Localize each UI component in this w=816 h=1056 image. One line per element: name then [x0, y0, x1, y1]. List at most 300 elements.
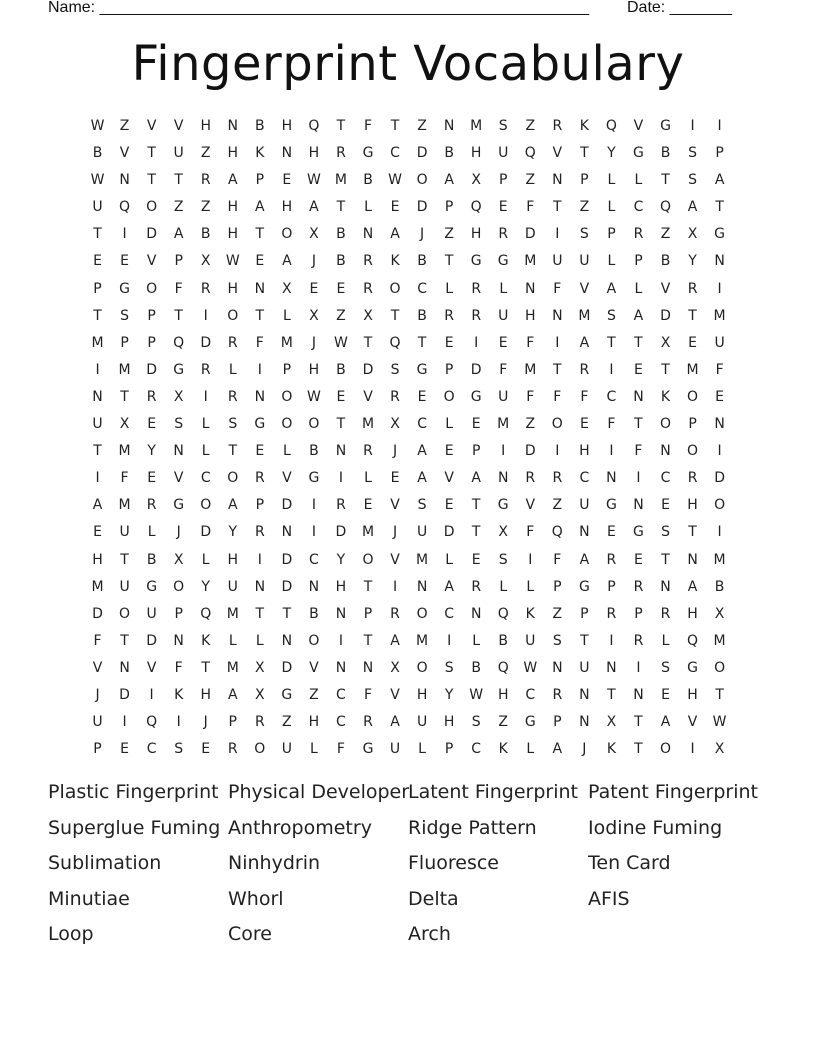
word-list-item: Iodine Fuming: [588, 816, 723, 839]
grid-letter: P: [174, 605, 183, 622]
grid-letter: C: [417, 280, 427, 297]
grid-letter: O: [416, 659, 428, 676]
grid-letter: F: [363, 118, 373, 134]
grid-letter: M: [118, 443, 131, 460]
grid-letter: J: [203, 714, 208, 731]
word-list-item: Fluoresce: [408, 852, 499, 875]
grid-letter: U: [416, 714, 428, 731]
grid-letter: Z: [200, 145, 211, 162]
grid-letter: T: [634, 334, 643, 351]
grid-letter: H: [497, 686, 509, 703]
grid-letter: S: [174, 741, 184, 758]
grid-letter: B: [417, 307, 427, 324]
grid-letter: N: [497, 470, 509, 487]
grid-letter: R: [444, 307, 454, 324]
grid-letter: V: [579, 280, 590, 297]
grid-letter: E: [336, 280, 346, 297]
word-list-item: Ridge Pattern: [408, 816, 537, 839]
grid-letter: W: [469, 686, 484, 703]
grid-letter: E: [255, 253, 265, 270]
grid-letter: D: [281, 659, 293, 676]
grid-letter: A: [444, 578, 454, 595]
grid-letter: O: [362, 551, 374, 568]
grid-letter: O: [659, 741, 672, 758]
grid-letter: T: [471, 497, 481, 514]
grid-letter: B: [660, 145, 671, 162]
grid-letter: I: [203, 388, 208, 405]
grid-letter: N: [470, 605, 482, 622]
grid-letter: X: [119, 416, 130, 433]
grid-letter: E: [93, 253, 102, 270]
grid-letter: U: [714, 334, 725, 351]
grid-letter: L: [607, 199, 616, 216]
grid-letter: O: [389, 280, 401, 297]
grid-letter: Z: [660, 226, 671, 243]
grid-letter: G: [497, 253, 509, 270]
grid-letter: I: [636, 470, 641, 487]
grid-letter: R: [200, 280, 211, 297]
grid-letter: W: [306, 172, 321, 189]
grid-letter: Z: [119, 118, 130, 134]
grid-letter: Q: [146, 714, 158, 731]
grid-letter: T: [255, 605, 265, 622]
grid-letter: S: [661, 659, 670, 676]
grid-letter: E: [634, 551, 643, 568]
grid-letter: A: [687, 199, 698, 216]
grid-letter: C: [471, 741, 482, 758]
grid-letter: T: [120, 388, 129, 405]
grid-letter: Q: [551, 524, 563, 541]
grid-letter: I: [474, 334, 479, 351]
grid-letter: T: [363, 632, 373, 649]
grid-letter: P: [580, 605, 589, 622]
grid-letter: O: [416, 605, 428, 622]
grid-letter: E: [715, 388, 725, 405]
grid-letter: W: [306, 388, 321, 405]
grid-letter: I: [392, 578, 398, 595]
grid-letter: Z: [525, 172, 536, 189]
grid-letter: P: [147, 307, 156, 324]
grid-letter: B: [363, 172, 373, 189]
grid-letter: B: [92, 145, 103, 162]
grid-letter: E: [688, 334, 697, 351]
grid-letter: T: [444, 253, 454, 270]
grid-letter: N: [281, 145, 293, 162]
grid-letter: N: [173, 632, 184, 649]
grid-letter: T: [580, 632, 589, 649]
grid-letter: B: [309, 443, 319, 460]
grid-letter: K: [174, 686, 184, 703]
grid-letter: L: [228, 361, 237, 378]
grid-letter: X: [173, 551, 184, 568]
grid-letter: G: [281, 686, 293, 703]
grid-letter: H: [470, 226, 482, 243]
grid-letter: S: [417, 497, 427, 514]
grid-letter: E: [255, 443, 265, 460]
word-list-item: Latent Fingerprint: [408, 781, 578, 803]
grid-letter: B: [146, 551, 157, 568]
word-list-item: Physical Developer: [228, 781, 410, 803]
grid-letter: N: [443, 118, 455, 134]
grid-letter: R: [227, 741, 238, 758]
grid-letter: I: [257, 361, 262, 378]
grid-letter: T: [634, 714, 643, 731]
grid-letter: O: [687, 388, 699, 405]
grid-letter: T: [688, 524, 697, 541]
grid-letter: I: [609, 361, 614, 378]
grid-letter: X: [309, 226, 319, 243]
grid-letter: V: [146, 118, 157, 134]
grid-letter: M: [226, 659, 239, 676]
grid-letter: V: [119, 145, 130, 162]
grid-letter: N: [606, 659, 617, 676]
grid-letter: Q: [200, 605, 212, 622]
grid-letter: T: [336, 199, 346, 216]
grid-letter: A: [660, 714, 671, 731]
grid-letter: Z: [173, 199, 184, 216]
grid-letter: P: [580, 172, 589, 189]
grid-letter: Y: [688, 253, 697, 270]
grid-letter: H: [200, 686, 211, 703]
grid-letter: P: [444, 741, 454, 758]
grid-letter: A: [714, 172, 725, 189]
grid-letter: Y: [607, 145, 616, 162]
grid-letter: U: [119, 524, 130, 541]
grid-letter: O: [687, 443, 699, 460]
grid-letter: P: [120, 334, 129, 351]
grid-letter: K: [606, 741, 616, 758]
grid-letter: N: [335, 605, 347, 622]
grid-letter: T: [715, 199, 724, 216]
grid-letter: N: [335, 443, 347, 460]
grid-letter: C: [444, 605, 455, 622]
grid-letter: R: [525, 470, 536, 487]
word-list: [48, 778, 768, 956]
grid-letter: A: [227, 497, 238, 514]
grid-letter: E: [120, 253, 129, 270]
grid-letter: N: [714, 253, 725, 270]
grid-letter: E: [579, 416, 589, 433]
grid-letter: O: [173, 578, 185, 595]
grid-letter: T: [255, 307, 265, 324]
grid-letter: Q: [524, 145, 536, 162]
grid-letter: N: [119, 172, 130, 189]
grid-letter: C: [606, 388, 617, 405]
grid-letter: N: [525, 280, 536, 297]
grid-letter: C: [660, 470, 671, 487]
grid-letter: G: [470, 253, 482, 270]
grid-letter: L: [499, 578, 508, 595]
grid-letter: I: [311, 497, 316, 514]
grid-letter: N: [633, 388, 644, 405]
grid-letter: Q: [470, 199, 482, 216]
grid-letter: B: [660, 253, 671, 270]
grid-letter: T: [255, 226, 265, 243]
grid-letter: V: [633, 118, 644, 134]
grid-letter: A: [417, 470, 427, 487]
grid-letter: Q: [389, 334, 401, 351]
grid-letter: V: [173, 118, 184, 134]
grid-letter: K: [498, 741, 508, 758]
grid-letter: D: [146, 361, 157, 378]
grid-letter: E: [444, 443, 454, 460]
grid-letter: L: [445, 551, 454, 568]
grid-letter: U: [92, 199, 103, 216]
grid-letter: Z: [579, 199, 590, 216]
grid-letter: E: [444, 497, 454, 514]
grid-letter: L: [634, 280, 643, 297]
grid-letter: O: [227, 307, 239, 324]
grid-letter: R: [633, 632, 644, 649]
grid-letter: C: [390, 145, 400, 162]
grid-letter: N: [552, 307, 563, 324]
grid-letter: I: [636, 659, 641, 676]
word-list-item: Patent Fingerprint: [588, 781, 758, 803]
grid-letter: N: [254, 388, 266, 405]
grid-letter: M: [713, 632, 726, 649]
grid-letter: L: [364, 470, 372, 487]
grid-letter: I: [717, 118, 722, 134]
grid-letter: H: [227, 280, 239, 297]
grid-letter: I: [338, 470, 344, 487]
grid-letter: S: [579, 226, 589, 243]
grid-letter: L: [661, 632, 670, 649]
grid-letter: L: [418, 741, 426, 758]
grid-letter: E: [634, 361, 643, 378]
grid-letter: N: [335, 659, 347, 676]
grid-letter: N: [308, 578, 320, 595]
grid-letter: R: [552, 118, 563, 134]
grid-letter: P: [471, 443, 481, 460]
grid-letter: R: [390, 605, 400, 622]
grid-letter: O: [308, 416, 320, 433]
grid-letter: P: [444, 199, 454, 216]
grid-letter: G: [714, 226, 726, 243]
grid-letter: N: [254, 578, 266, 595]
grid-letter: T: [634, 416, 643, 433]
word-list-item: Core: [228, 923, 272, 946]
grid-letter: A: [579, 334, 590, 351]
word-list-item: Ten Card: [588, 852, 671, 875]
grid-letter: D: [335, 524, 347, 541]
grid-letter: I: [176, 714, 181, 731]
grid-letter: E: [336, 388, 346, 405]
grid-letter: O: [146, 280, 158, 297]
grid-letter: J: [311, 253, 316, 270]
grid-letter: O: [146, 199, 158, 216]
grid-letter: I: [122, 714, 127, 731]
grid-letter: N: [579, 714, 590, 731]
word-list-item: AFIS: [588, 887, 630, 910]
word-list-item: Sublimation: [48, 852, 162, 875]
grid-letter: J: [311, 334, 316, 351]
grid-letter: F: [526, 334, 535, 351]
grid-letter: O: [714, 659, 726, 676]
grid-letter: A: [255, 199, 265, 216]
grid-letter: M: [416, 551, 429, 568]
grid-letter: L: [282, 443, 291, 460]
grid-letter: U: [92, 416, 103, 433]
grid-letter: D: [281, 551, 293, 568]
grid-letter: O: [227, 470, 239, 487]
grid-letter: D: [119, 686, 130, 703]
grid-letter: M: [524, 361, 537, 378]
grid-letter: D: [660, 307, 671, 324]
grid-letter: U: [119, 578, 130, 595]
grid-letter: N: [579, 524, 590, 541]
grid-letter: I: [338, 632, 344, 649]
grid-letter: N: [362, 226, 374, 243]
grid-letter: N: [92, 388, 103, 405]
date-field-label: Date: _______: [627, 0, 732, 16]
grid-letter: H: [308, 714, 320, 731]
grid-letter: I: [690, 118, 695, 134]
grid-letter: V: [363, 388, 373, 405]
grid-letter: Y: [228, 524, 238, 541]
grid-letter: S: [174, 416, 184, 433]
grid-letter: U: [579, 497, 590, 514]
word-list-item: Anthropometry: [228, 816, 372, 839]
grid-letter: T: [174, 307, 183, 324]
grid-letter: U: [173, 145, 184, 162]
grid-letter: P: [715, 145, 724, 162]
grid-letter: Q: [497, 605, 509, 622]
grid-letter: F: [93, 632, 102, 649]
grid-letter: O: [443, 388, 455, 405]
grid-letter: A: [552, 741, 563, 758]
grid-letter: Z: [282, 714, 292, 731]
grid-letter: T: [715, 686, 724, 703]
grid-letter: M: [524, 253, 537, 270]
grid-letter: V: [444, 470, 454, 487]
grid-letter: R: [200, 172, 211, 189]
grid-letter: F: [120, 470, 129, 487]
grid-letter: P: [634, 253, 643, 270]
grid-letter: N: [119, 659, 130, 676]
grid-letter: T: [417, 334, 427, 351]
grid-letter: K: [390, 253, 400, 270]
grid-letter: L: [201, 443, 210, 460]
grid-letter: P: [553, 578, 562, 595]
grid-letter: E: [661, 686, 670, 703]
grid-letter: K: [660, 388, 671, 405]
grid-letter: X: [390, 659, 400, 676]
grid-letter: G: [470, 388, 482, 405]
grid-letter: G: [687, 659, 698, 676]
grid-letter: I: [555, 226, 560, 243]
grid-letter: Z: [525, 118, 536, 134]
grid-letter: T: [336, 416, 346, 433]
grid-letter: O: [714, 497, 726, 514]
grid-letter: V: [92, 659, 103, 676]
grid-letter: N: [606, 470, 617, 487]
grid-letter: U: [579, 253, 590, 270]
grid-letter: P: [147, 334, 156, 351]
word-list-item: Minutiae: [48, 887, 130, 910]
grid-letter: L: [526, 741, 535, 758]
grid-letter: V: [282, 470, 292, 487]
grid-letter: M: [713, 307, 726, 324]
grid-letter: I: [149, 686, 154, 703]
grid-letter: A: [92, 497, 103, 514]
grid-letter: B: [200, 226, 211, 243]
grid-letter: M: [713, 551, 726, 568]
grid-letter: I: [717, 524, 722, 541]
grid-letter: X: [363, 307, 373, 324]
grid-letter: D: [416, 145, 428, 162]
grid-letter: P: [255, 497, 265, 514]
grid-letter: U: [416, 524, 428, 541]
grid-letter: F: [499, 361, 508, 378]
grid-letter: H: [227, 226, 239, 243]
grid-letter: I: [717, 280, 722, 297]
grid-letter: Q: [119, 199, 131, 216]
grid-letter: B: [417, 253, 427, 270]
grid-letter: W: [388, 172, 402, 189]
grid-letter: O: [659, 416, 672, 433]
grid-letter: M: [91, 578, 104, 595]
grid-letter: P: [93, 741, 102, 758]
grid-letter: L: [499, 280, 508, 297]
grid-letter: U: [389, 741, 401, 758]
grid-letter: T: [201, 659, 210, 676]
grid-letter: G: [660, 118, 671, 134]
grid-letter: G: [633, 524, 644, 541]
grid-letter: W: [334, 334, 348, 351]
grid-letter: X: [200, 253, 211, 270]
grid-letter: O: [281, 226, 293, 243]
grid-letter: C: [336, 686, 346, 703]
word-list-item: Delta: [408, 887, 459, 910]
grid-letter: A: [444, 172, 454, 189]
grid-letter: H: [525, 307, 536, 324]
grid-letter: W: [90, 118, 105, 134]
grid-letter: H: [200, 118, 211, 134]
grid-letter: R: [254, 470, 265, 487]
grid-letter: F: [553, 551, 562, 568]
grid-letter: N: [552, 659, 563, 676]
word-list-item: Plastic Fingerprint: [48, 781, 219, 803]
grid-letter: E: [498, 334, 508, 351]
grid-letter: H: [579, 443, 590, 460]
grid-letter: U: [579, 659, 590, 676]
grid-letter: H: [281, 118, 293, 134]
grid-letter: V: [309, 659, 319, 676]
grid-letter: J: [392, 443, 398, 460]
grid-letter: L: [364, 199, 372, 216]
grid-letter: T: [553, 361, 562, 378]
grid-letter: P: [607, 226, 616, 243]
grid-letter: E: [390, 199, 400, 216]
grid-letter: E: [282, 172, 292, 189]
grid-letter: S: [444, 659, 454, 676]
grid-letter: T: [93, 443, 102, 460]
grid-letter: I: [203, 307, 208, 324]
grid-letter: M: [578, 307, 591, 324]
grid-letter: P: [363, 605, 373, 622]
grid-letter: S: [390, 361, 400, 378]
grid-letter: G: [173, 361, 185, 378]
grid-letter: O: [551, 416, 563, 433]
grid-letter: B: [336, 226, 346, 243]
grid-letter: M: [470, 118, 483, 134]
grid-letter: G: [633, 145, 644, 162]
grid-letter: M: [361, 416, 375, 433]
grid-letter: C: [579, 470, 590, 487]
grid-letter: M: [416, 632, 429, 649]
grid-letter: N: [281, 524, 293, 541]
grid-letter: C: [525, 686, 536, 703]
